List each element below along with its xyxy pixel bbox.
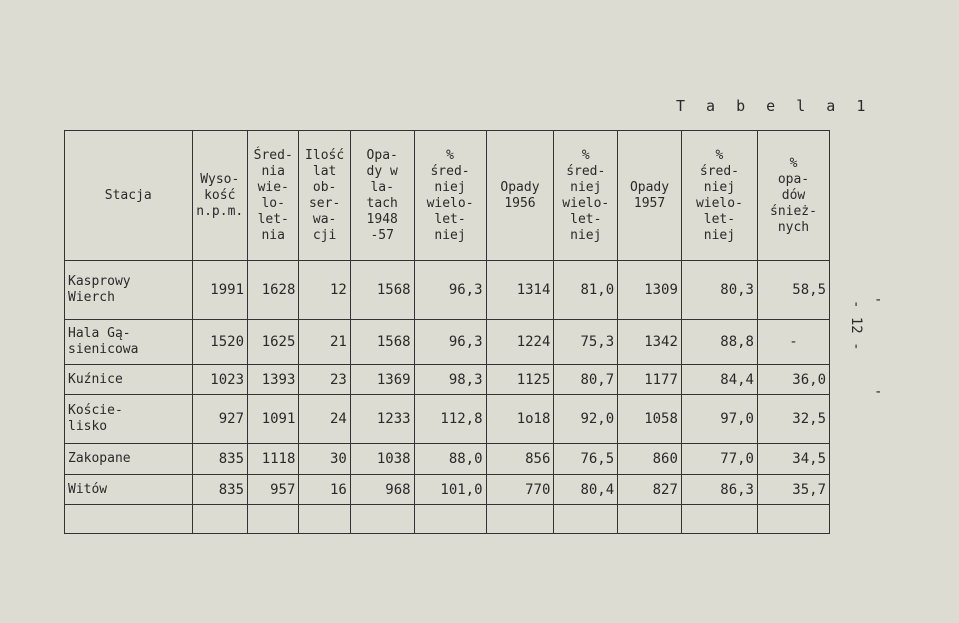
table-cell: 101,0 <box>414 474 486 505</box>
table-cell: 1233 <box>350 395 414 444</box>
header-long-term-mean: Śred- nia wie- lo- let- nia <box>248 131 299 261</box>
header-pct-mean-3: % śred- niej wielo- let- niej <box>681 131 757 261</box>
table-cell: 30 <box>299 444 350 475</box>
table-cell: 12 <box>299 261 350 320</box>
table-cell: 968 <box>350 474 414 505</box>
table-cell: 835 <box>192 444 248 475</box>
table-cell: 1058 <box>618 395 682 444</box>
table-cell: 88,0 <box>414 444 486 475</box>
table-row <box>65 261 830 320</box>
table-cell: 1118 <box>248 444 299 475</box>
table-cell: 1393 <box>248 364 299 395</box>
table-cell: 1991 <box>192 261 248 320</box>
table-row <box>65 474 830 505</box>
table-cell: 88,8 <box>681 320 757 365</box>
table-row <box>65 320 830 365</box>
header-pct-mean-2: % śred- niej wielo- let- niej <box>554 131 618 261</box>
table-title: T a b e l a 1 <box>676 97 872 115</box>
table-cell: 1091 <box>248 395 299 444</box>
table-cell: 34,5 <box>757 444 829 475</box>
margin-dash: - <box>874 292 883 308</box>
table-cell: 98,3 <box>414 364 486 395</box>
page-number: - 12 - <box>848 300 864 351</box>
table-cell: 1568 <box>350 320 414 365</box>
table-cell: 84,4 <box>681 364 757 395</box>
table-cell: 1224 <box>486 320 554 365</box>
table-cell: 1125 <box>486 364 554 395</box>
header-pct-snow: % opa- dów śnież- nych <box>757 131 829 261</box>
table-row <box>65 395 830 444</box>
table-cell: 1520 <box>192 320 248 365</box>
precipitation-table <box>64 130 830 534</box>
header-pct-mean-1: % śred- niej wielo- let- niej <box>414 131 486 261</box>
table-cell: 1038 <box>350 444 414 475</box>
table-cell: 86,3 <box>681 474 757 505</box>
station-name: Kasprowy Wierch <box>65 261 193 320</box>
table-cell: 58,5 <box>757 261 829 320</box>
station-name: Hala Gą- sienicowa <box>65 320 193 365</box>
table-cell: 856 <box>486 444 554 475</box>
table-cell: 1177 <box>618 364 682 395</box>
station-name: Zakopane <box>65 444 193 475</box>
table-cell: 80,3 <box>681 261 757 320</box>
table-cell: 1628 <box>248 261 299 320</box>
header-precip-1957: Opady 1957 <box>618 131 682 261</box>
header-altitude: Wyso- kość n.p.m. <box>192 131 248 261</box>
table-cell: 957 <box>248 474 299 505</box>
table-cell: 1568 <box>350 261 414 320</box>
header-station: Stacja <box>65 131 193 261</box>
table-cell: 24 <box>299 395 350 444</box>
table-cell: 860 <box>618 444 682 475</box>
margin-dash: - <box>874 384 883 400</box>
table-cell: 77,0 <box>681 444 757 475</box>
table-cell: 1342 <box>618 320 682 365</box>
table-cell: 92,0 <box>554 395 618 444</box>
table-cell: 1369 <box>350 364 414 395</box>
table-cell: 80,7 <box>554 364 618 395</box>
table-cell: 112,8 <box>414 395 486 444</box>
table-cell: 1309 <box>618 261 682 320</box>
station-name: Witów <box>65 474 193 505</box>
table-cell: 81,0 <box>554 261 618 320</box>
station-name: Koście- lisko <box>65 395 193 444</box>
table-row-empty <box>65 505 830 534</box>
table-row <box>65 444 830 475</box>
table-cell: 1o18 <box>486 395 554 444</box>
table-cell: 76,5 <box>554 444 618 475</box>
table-cell: - <box>757 320 829 365</box>
table-cell: 827 <box>618 474 682 505</box>
table-cell: 32,5 <box>757 395 829 444</box>
table-row <box>65 364 830 395</box>
table-cell: 21 <box>299 320 350 365</box>
table-cell: 75,3 <box>554 320 618 365</box>
table-cell: 16 <box>299 474 350 505</box>
table-cell: 1625 <box>248 320 299 365</box>
table-cell: 96,3 <box>414 261 486 320</box>
table-cell: 23 <box>299 364 350 395</box>
table-cell: 1023 <box>192 364 248 395</box>
header-precip-1956: Opady 1956 <box>486 131 554 261</box>
table-cell: 1314 <box>486 261 554 320</box>
table-cell: 35,7 <box>757 474 829 505</box>
table-cell: 770 <box>486 474 554 505</box>
table-cell: 36,0 <box>757 364 829 395</box>
table-cell: 835 <box>192 474 248 505</box>
table-cell: 927 <box>192 395 248 444</box>
table-cell: 97,0 <box>681 395 757 444</box>
header-precip-1948-57: Opa- dy w la- tach 1948 -57 <box>350 131 414 261</box>
table-cell: 96,3 <box>414 320 486 365</box>
header-observation-years: Ilość lat ob- ser- wa- cji <box>299 131 350 261</box>
station-name: Kuźnice <box>65 364 193 395</box>
table-cell: 80,4 <box>554 474 618 505</box>
header-row <box>65 131 830 261</box>
